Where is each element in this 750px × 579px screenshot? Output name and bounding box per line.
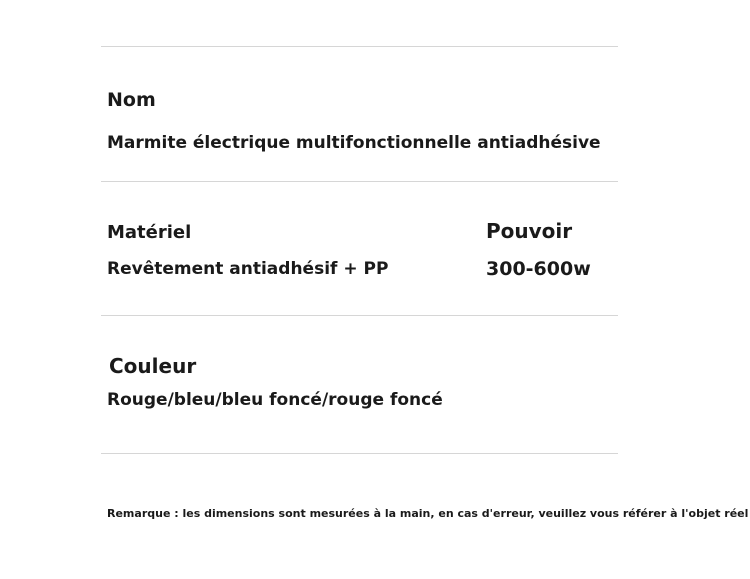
divider-bottom: [101, 453, 618, 454]
measurement-note: Remarque : les dimensions sont mesurées à la main, en cas d'erreur, veuillez vous référer à l'objet réel: [107, 507, 749, 520]
power-label: Pouvoir: [486, 219, 573, 243]
color-label: Couleur: [109, 354, 197, 378]
name-label: Nom: [107, 89, 156, 111]
name-value: Marmite électrique multifonctionnelle antiadhésive: [107, 133, 601, 153]
material-value: Revêtement antiadhésif + PP: [107, 259, 389, 279]
divider-after-name: [101, 181, 618, 182]
power-value: 300-600w: [486, 258, 591, 280]
color-value: Rouge/bleu/bleu foncé/rouge foncé: [107, 390, 443, 410]
material-label: Matériel: [107, 222, 192, 243]
divider-top: [101, 46, 618, 47]
divider-after-material: [101, 315, 618, 316]
